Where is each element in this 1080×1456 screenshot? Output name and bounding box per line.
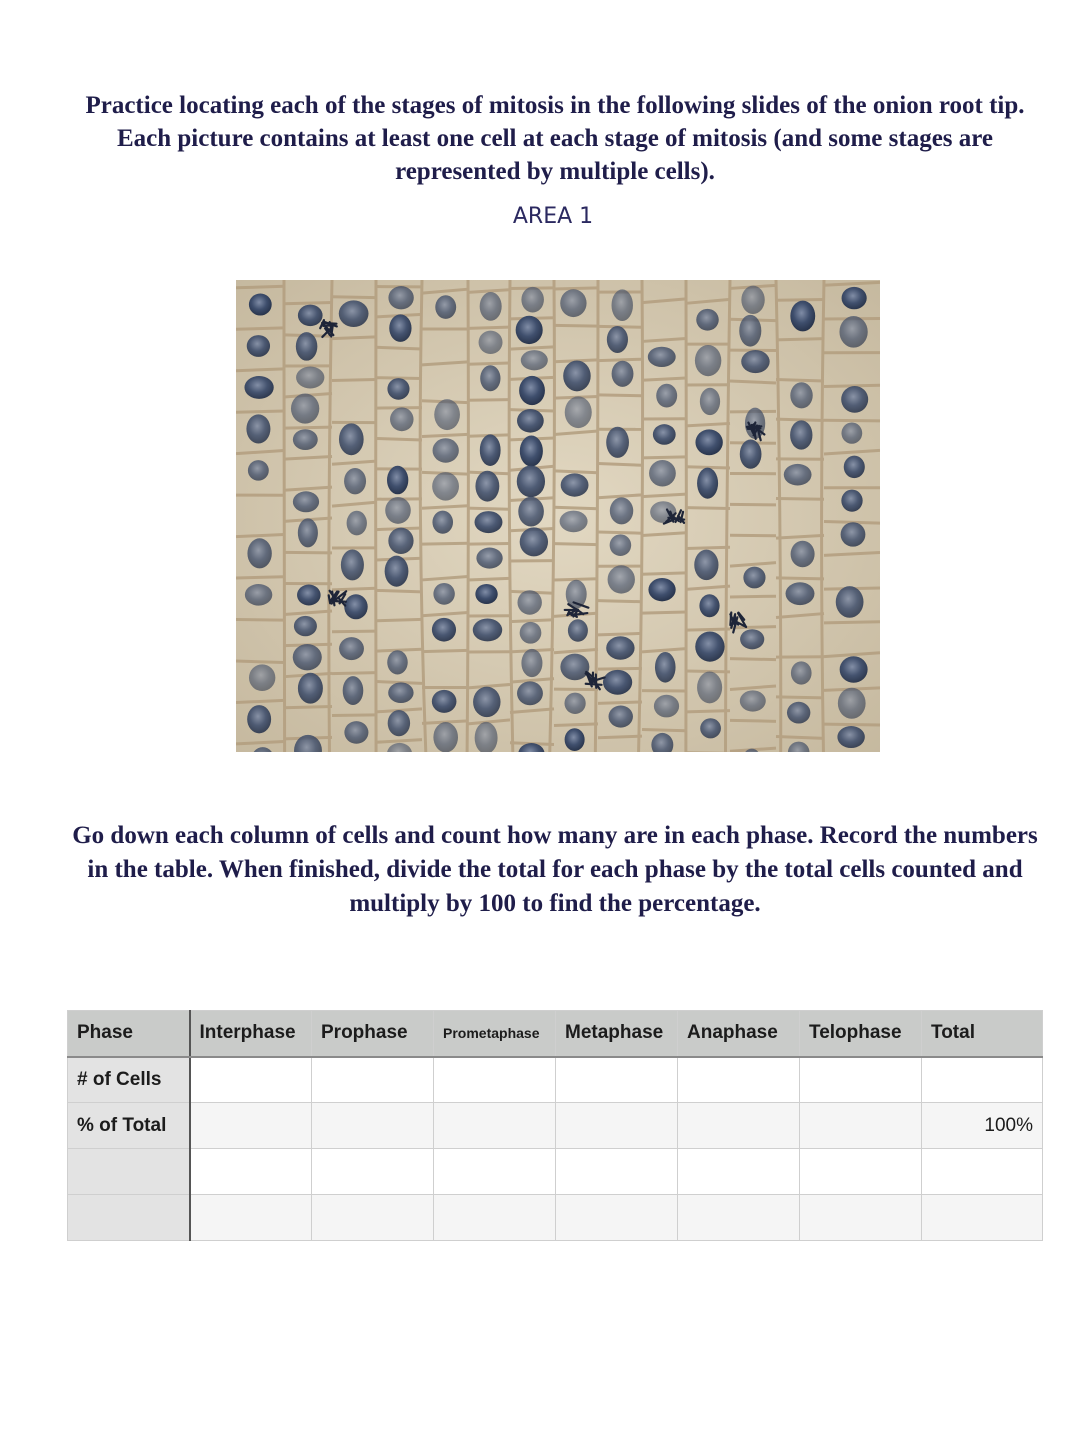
cell-nucleus [697, 672, 722, 704]
cell-wall [332, 588, 376, 590]
cell-wall [554, 471, 598, 473]
cell-wall [598, 395, 642, 396]
cell-nucleus [344, 468, 366, 494]
cell-wall [730, 627, 776, 628]
cell-nucleus [296, 366, 324, 388]
cell-nucleus [695, 429, 722, 455]
cell-nucleus [739, 315, 761, 347]
cell-wall [236, 369, 284, 371]
cell-nucleus [786, 582, 815, 605]
cell-nucleus [787, 702, 810, 724]
cell-nucleus [610, 534, 632, 556]
cell-nucleus [612, 289, 633, 321]
cell-nucleus [649, 460, 676, 487]
cell-wall [642, 612, 686, 613]
cell-wall [284, 303, 332, 304]
cell-nucleus [564, 693, 585, 714]
cell-nucleus [432, 472, 459, 500]
cell-nucleus [247, 705, 271, 733]
row-label-empty [68, 1149, 190, 1195]
cell-count-metaphase[interactable] [556, 1057, 678, 1103]
cell-nucleus [388, 682, 413, 703]
table-cell[interactable] [800, 1195, 922, 1241]
header-interphase: Interphase [190, 1011, 312, 1057]
cell-nucleus [568, 619, 588, 641]
cell-wall [642, 573, 686, 574]
intro-text: Practice locating each of the stages of mitosis in the following slides of the onion root tip. Each picture contains at least one cell at each stage of mitosis (and some stages are represented by multiple cells). [85, 92, 1025, 185]
cell-nucleus [838, 688, 866, 719]
cell-wall [468, 400, 510, 401]
cell-wall [284, 707, 332, 708]
cell-nucleus [517, 465, 545, 497]
cell-nucleus [480, 365, 500, 391]
row-label-percent: % of Total [68, 1103, 190, 1149]
table-row-empty [68, 1195, 1043, 1241]
cell-nucleus [694, 550, 718, 581]
cell-nucleus [293, 644, 322, 670]
cell-nucleus [743, 567, 765, 589]
cell-wall [730, 381, 776, 383]
cell-wall [824, 420, 880, 421]
cell-nucleus [479, 331, 503, 354]
cell-wall [332, 715, 376, 716]
header-anaphase: Anaphase [678, 1011, 800, 1057]
cell-wall [284, 280, 285, 752]
cell-wall [730, 659, 776, 660]
cell-wall [686, 629, 730, 630]
cell-wall [824, 622, 880, 623]
cell-wall [332, 337, 376, 339]
cell-nucleus [844, 456, 865, 478]
cell-nucleus [520, 622, 542, 644]
cell-wall [236, 328, 284, 329]
cell-nucleus [741, 350, 769, 373]
cell-nucleus [653, 424, 676, 445]
table-cell[interactable] [434, 1149, 556, 1195]
cell-nucleus [560, 654, 589, 681]
cell-wall [236, 577, 284, 578]
cell-nucleus [291, 394, 319, 424]
header-prophase: Prophase [312, 1011, 434, 1057]
cell-nucleus [654, 695, 679, 718]
cell-wall [554, 724, 598, 726]
cell-nucleus [475, 511, 503, 533]
cell-wall [686, 547, 730, 548]
cell-nucleus [841, 422, 862, 443]
cell-nucleus [248, 460, 269, 481]
cell-nucleus [344, 721, 368, 744]
cell-nucleus [791, 541, 815, 567]
cell-count-prometaphase[interactable] [434, 1057, 556, 1103]
cell-nucleus [560, 511, 588, 533]
cell-nucleus [790, 420, 812, 449]
header-phase: Phase [68, 1011, 190, 1057]
cell-nucleus [293, 429, 318, 450]
instructions-text: Go down each column of cells and count how many are in each phase. Record the numbers in the table. When finished, divide the total for each phase by the total cells counted and multiply by 100 to find the percentage. [72, 822, 1038, 917]
cell-wall [598, 633, 642, 634]
cell-nucleus [387, 378, 409, 400]
cell-wall [776, 300, 824, 301]
cell-wall [686, 711, 730, 712]
cell-wall [776, 419, 824, 420]
table-header-row [68, 1011, 1043, 1057]
cell-wall [332, 673, 376, 674]
cell-nucleus [696, 309, 718, 331]
cell-wall [332, 379, 376, 380]
cell-wall [776, 578, 824, 579]
cell-nucleus [741, 286, 764, 314]
cell-wall [376, 619, 422, 620]
cell-wall [468, 544, 510, 545]
cell-nucleus [655, 652, 676, 683]
cell-nucleus [560, 289, 586, 317]
cell-nucleus [648, 578, 675, 601]
cell-wall [376, 438, 422, 440]
cell-wall [824, 724, 880, 725]
table-cell[interactable] [312, 1149, 434, 1195]
cell-nucleus [699, 594, 719, 617]
micrograph-image [236, 280, 880, 752]
cell-nucleus [249, 293, 272, 315]
cell-nucleus [247, 538, 271, 568]
cell-wall [642, 729, 686, 730]
cell-nucleus [434, 399, 460, 430]
phase-count-table [67, 1010, 1043, 1241]
cell-nucleus [343, 676, 364, 705]
cell-nucleus [842, 287, 867, 309]
table-cell[interactable] [190, 1149, 312, 1195]
cell-nucleus [656, 384, 677, 408]
cell-wall [467, 280, 468, 752]
cell-nucleus [695, 345, 721, 376]
cell-nucleus [244, 376, 273, 399]
cell-nucleus [388, 528, 413, 554]
percent-prophase[interactable] [312, 1103, 434, 1149]
cell-nucleus [790, 382, 812, 408]
cell-nucleus [435, 295, 456, 319]
cell-nucleus [294, 616, 317, 636]
cell-nucleus [565, 728, 585, 751]
cell-wall [376, 347, 422, 349]
cell-nucleus [840, 656, 868, 683]
percent-telophase[interactable] [800, 1103, 922, 1149]
cell-wall [422, 543, 468, 544]
cell-wall [554, 689, 598, 690]
cell-nucleus [296, 332, 318, 360]
cell-nucleus [518, 497, 544, 527]
cell-nucleus [520, 436, 543, 467]
cell-nucleus [473, 687, 500, 717]
cell-nucleus [339, 637, 364, 660]
row-label-cell-count: # of Cells [68, 1057, 190, 1103]
cell-wall [422, 434, 468, 436]
table-cell[interactable] [800, 1149, 922, 1195]
cell-nucleus [297, 585, 321, 606]
cell-nucleus [432, 618, 456, 642]
cell-nucleus [339, 300, 369, 327]
cell-nucleus [521, 649, 542, 677]
percent-anaphase[interactable] [678, 1103, 800, 1149]
cell-wall [554, 288, 598, 289]
cell-wall [236, 700, 284, 702]
cell-nucleus [606, 427, 629, 458]
percent-total: 100% [922, 1103, 1043, 1149]
cell-wall [598, 736, 642, 738]
cell-nucleus [740, 690, 766, 711]
cell-nucleus [790, 301, 815, 332]
cell-wall [554, 544, 598, 545]
table-cell[interactable] [678, 1149, 800, 1195]
cell-wall [598, 463, 642, 465]
header-prometaphase: Prometaphase [434, 1011, 556, 1057]
cell-wall [468, 327, 510, 328]
cell-nucleus [700, 388, 720, 415]
cell-nucleus [247, 335, 270, 357]
table-cell[interactable] [190, 1195, 312, 1241]
cell-nucleus [249, 664, 275, 691]
cell-count-prophase[interactable] [312, 1057, 434, 1103]
cell-wall [598, 668, 642, 669]
cell-wall [686, 508, 730, 509]
cell-nucleus [740, 440, 762, 469]
cell-nucleus [609, 706, 633, 728]
table-cell[interactable] [556, 1195, 678, 1241]
cell-nucleus [385, 497, 411, 524]
cell-wall [284, 427, 332, 428]
cell-wall [468, 578, 510, 580]
cell-nucleus [339, 423, 364, 455]
header-total: Total [922, 1011, 1043, 1057]
cell-nucleus [521, 287, 544, 313]
cell-nucleus [517, 409, 544, 433]
cell-nucleus [700, 718, 721, 738]
header-metaphase: Metaphase [556, 1011, 678, 1057]
cell-nucleus [740, 629, 764, 649]
cell-nucleus [516, 316, 543, 344]
cell-nucleus [784, 464, 812, 486]
cell-nucleus [246, 414, 270, 443]
cell-nucleus [433, 583, 454, 605]
onion-root-tip-micrograph [236, 280, 880, 752]
cell-nucleus [841, 490, 862, 512]
cell-nucleus [563, 360, 591, 391]
cell-nucleus [388, 286, 413, 309]
cell-nucleus [298, 305, 323, 327]
table-row-cell-count [68, 1057, 1043, 1103]
cell-nucleus [433, 722, 458, 752]
cell-wall [236, 661, 284, 663]
cell-nucleus [298, 673, 323, 704]
table-cell[interactable] [678, 1195, 800, 1241]
cell-nucleus [521, 350, 548, 370]
cell-wall [332, 297, 376, 298]
cell-wall [776, 736, 824, 738]
cell-count-telophase[interactable] [800, 1057, 922, 1103]
cell-nucleus [561, 473, 589, 496]
cell-wall [730, 596, 776, 597]
cell-nucleus [341, 549, 364, 580]
table-cell[interactable] [922, 1149, 1043, 1195]
cell-nucleus [344, 594, 367, 619]
cell-wall [730, 720, 776, 721]
header-telophase: Telophase [800, 1011, 922, 1057]
cell-nucleus [432, 690, 457, 713]
percent-prometaphase[interactable] [434, 1103, 556, 1149]
cell-nucleus [648, 347, 676, 367]
cell-nucleus [476, 548, 502, 569]
cell-wall [554, 325, 598, 326]
cell-wall [598, 601, 642, 602]
cell-nucleus [695, 632, 724, 662]
cell-wall [598, 702, 642, 703]
percent-interphase[interactable] [190, 1103, 312, 1149]
cell-wall [468, 508, 510, 509]
cell-wall [422, 650, 468, 651]
cell-nucleus [347, 511, 367, 536]
cell-wall [468, 363, 510, 364]
cell-nucleus [520, 527, 548, 556]
cell-nucleus [298, 518, 318, 547]
percent-metaphase[interactable] [556, 1103, 678, 1149]
cell-wall [642, 457, 686, 458]
cell-nucleus [387, 650, 408, 674]
cell-count-anaphase[interactable] [678, 1057, 800, 1103]
table-cell[interactable] [922, 1195, 1043, 1241]
cell-nucleus [480, 292, 502, 321]
cell-nucleus [388, 710, 410, 736]
cell-wall [236, 411, 284, 412]
cell-nucleus [837, 726, 864, 748]
row-label-empty [68, 1195, 190, 1241]
cell-nucleus [389, 314, 411, 342]
cell-nucleus [387, 466, 408, 495]
cell-nucleus [603, 670, 632, 695]
cell-count-interphase[interactable] [190, 1057, 312, 1103]
cell-wall [776, 380, 824, 381]
cell-wall [236, 620, 284, 621]
cell-nucleus [836, 586, 864, 618]
cell-wall [776, 697, 824, 698]
cell-nucleus [517, 681, 543, 705]
cell-nucleus [473, 619, 502, 642]
table-row-percent [68, 1103, 1043, 1149]
cell-nucleus [839, 316, 867, 348]
cell-nucleus [480, 434, 501, 466]
cell-wall [236, 535, 284, 537]
cell-nucleus [433, 438, 459, 462]
cell-nucleus [841, 522, 866, 546]
table-cell[interactable] [434, 1195, 556, 1241]
cell-nucleus [293, 491, 319, 512]
cell-nucleus [606, 636, 634, 660]
cell-nucleus [519, 376, 545, 405]
cell-nucleus [697, 468, 718, 499]
cell-nucleus [432, 511, 453, 534]
cell-wall [554, 507, 598, 509]
cell-wall [776, 339, 824, 340]
cell-wall [598, 532, 642, 533]
cell-nucleus [385, 556, 409, 587]
cell-nucleus [517, 590, 541, 615]
cell-nucleus [475, 471, 499, 502]
table-cell[interactable] [556, 1149, 678, 1195]
table-row-empty [68, 1149, 1043, 1195]
cell-nucleus [245, 584, 272, 606]
cell-nucleus [612, 361, 634, 387]
cell-nucleus [390, 407, 414, 431]
cell-nucleus [791, 661, 812, 684]
table-cell[interactable] [312, 1195, 434, 1241]
cell-nucleus [608, 565, 635, 593]
cell-nucleus [607, 326, 628, 353]
cell-wall [332, 631, 376, 632]
cell-wall [510, 620, 554, 622]
area-label: AREA 1 [512, 204, 594, 229]
cell-nucleus [841, 386, 868, 413]
cell-wall [598, 359, 642, 360]
cell-nucleus [565, 396, 592, 428]
cell-nucleus [475, 584, 497, 604]
cell-wall [236, 286, 284, 287]
cell-nucleus [610, 497, 633, 524]
cell-count-total[interactable] [922, 1057, 1043, 1103]
cell-wall [776, 499, 824, 500]
cell-wall [376, 590, 422, 592]
